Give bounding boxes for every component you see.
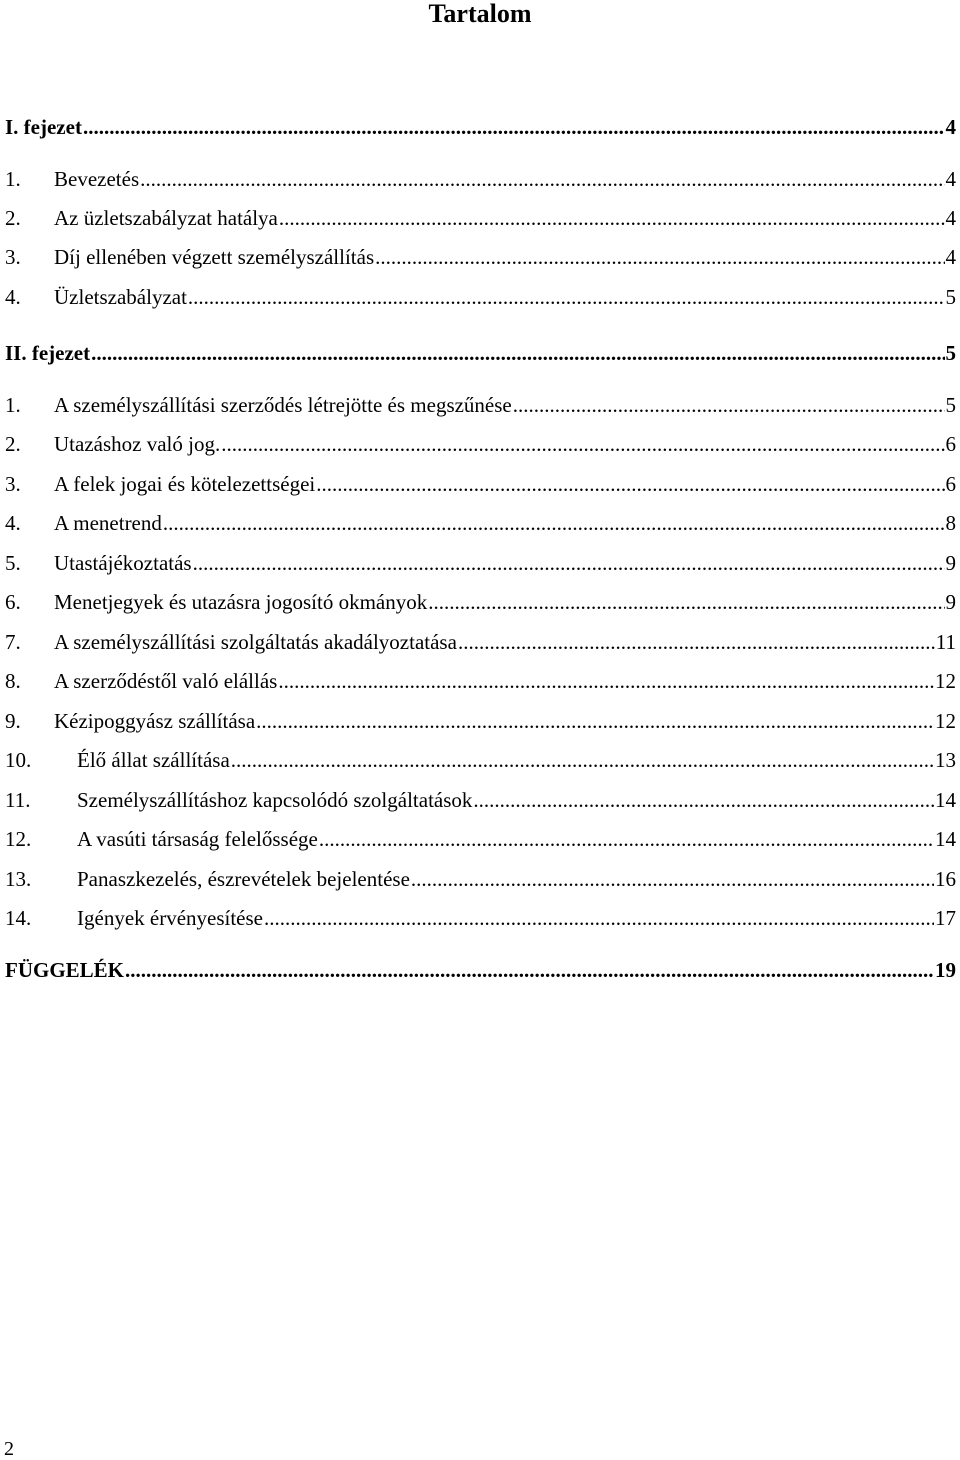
dot-leader — [427, 589, 944, 615]
toc-entry-label: Az üzletszabályzat hatálya — [54, 206, 278, 230]
toc-entry-number: 4. — [5, 511, 21, 535]
toc-entry-number: 14. — [5, 906, 32, 930]
toc-entry[interactable] — [5, 587, 956, 615]
dot-leader — [278, 205, 945, 231]
toc-entry-label: I. fejezet — [5, 115, 82, 139]
toc-entry-page: 4 — [945, 206, 956, 230]
toc-entry-number: 4. — [5, 285, 21, 309]
toc-entry[interactable] — [5, 903, 956, 931]
toc-entry-page: 5 — [945, 393, 956, 417]
dot-leader — [318, 826, 934, 852]
toc-entry-label: A felek jogai és kötelezettségei — [54, 472, 316, 496]
toc-entry[interactable] — [5, 706, 956, 734]
toc-entry-label: A személyszállítási szolgáltatás akadályoztatása — [54, 630, 457, 654]
toc-entry-page: 4 — [945, 167, 956, 191]
toc-entry-label: A személyszállítási szerződés létrejötte és megszűnése — [54, 393, 512, 417]
toc-entry-number: 12. — [5, 827, 32, 851]
dot-leader — [512, 392, 945, 418]
toc-entry-number: 2. — [5, 432, 21, 456]
toc-entry-number: 9. — [5, 709, 21, 733]
dot-leader — [139, 166, 944, 192]
toc-entry[interactable] — [5, 203, 956, 231]
dot-leader — [277, 668, 934, 694]
toc-entry[interactable] — [5, 164, 956, 192]
toc-entry-number: 1. — [5, 393, 21, 417]
toc-entry-label: Menetjegyek és utazásra jogosító okmányok — [54, 590, 428, 614]
toc-entry-label: Kézipoggyász szállítása — [54, 709, 256, 733]
page-number: 2 — [4, 1438, 14, 1460]
toc-entry-label: FÜGGELÉK — [5, 958, 125, 982]
toc-entry[interactable] — [5, 390, 956, 418]
page-title: Tartalom — [428, 0, 532, 28]
toc-entry-number: 3. — [5, 245, 21, 269]
toc-entry-page: 17 — [935, 906, 956, 930]
toc-entry-number: 7. — [5, 630, 21, 654]
toc-entry-number: 5. — [5, 551, 21, 575]
toc-entry[interactable] — [5, 666, 956, 694]
toc-entry[interactable] — [5, 955, 956, 983]
dot-leader — [162, 510, 945, 536]
dot-leader — [82, 114, 945, 140]
toc-entry[interactable] — [5, 745, 956, 773]
toc-entry-page: 9 — [945, 590, 956, 614]
toc-entry[interactable] — [5, 508, 956, 536]
dot-leader — [457, 629, 935, 655]
dot-leader — [192, 550, 945, 576]
toc-entry-label: Élő állat szállítása — [77, 748, 230, 772]
dot-leader — [255, 708, 934, 734]
toc-entry-page: 5 — [945, 341, 956, 365]
toc-entry-label: A szerződéstől való elállás — [54, 669, 278, 693]
toc-entry-number: 3. — [5, 472, 21, 496]
toc-entry-label: A menetrend — [54, 511, 162, 535]
toc-entry-label: Díj ellenében végzett személyszállítás — [54, 245, 375, 269]
toc-entry-number: 11. — [5, 788, 31, 812]
dot-leader — [124, 957, 934, 983]
toc-entry-page: 14 — [935, 827, 956, 851]
toc-entry[interactable] — [5, 864, 956, 892]
toc-entry[interactable] — [5, 338, 956, 366]
toc-entry-label: Igények érvényesítése — [77, 906, 263, 930]
toc-entry-page: 16 — [935, 867, 956, 891]
toc-entry-page: 19 — [935, 958, 956, 982]
dot-leader — [220, 431, 944, 457]
toc-entry[interactable] — [5, 548, 956, 576]
dot-leader — [472, 787, 934, 813]
toc-entry[interactable] — [5, 469, 956, 497]
toc-entry-page: 12 — [935, 669, 956, 693]
toc-entry-label: A vasúti társaság felelőssége — [77, 827, 318, 851]
toc-entry-number: 10. — [5, 748, 32, 772]
toc-entry-page: 8 — [945, 511, 956, 535]
toc-entry[interactable] — [5, 824, 956, 852]
toc-entry-page: 5 — [945, 285, 956, 309]
toc-entry-page: 9 — [945, 551, 956, 575]
toc-entry-label: Bevezetés — [54, 167, 140, 191]
toc-entry[interactable] — [5, 282, 956, 310]
dot-leader — [410, 866, 934, 892]
toc-entry-number: 2. — [5, 206, 21, 230]
toc-entry-label: Utazáshoz való jog. — [54, 432, 221, 456]
toc-entry-page: 6 — [945, 432, 956, 456]
toc-entry-label: Utastájékoztatás — [54, 551, 192, 575]
dot-leader — [263, 905, 934, 931]
toc-entry-page: 11 — [935, 630, 956, 654]
dot-leader — [315, 471, 944, 497]
dot-leader — [230, 747, 934, 773]
toc-entry[interactable] — [5, 242, 956, 270]
toc-entry-number: 8. — [5, 669, 21, 693]
toc-entry-number: 6. — [5, 590, 21, 614]
toc-entry-page: 14 — [935, 788, 956, 812]
toc-entry-label: Üzletszabályzat — [54, 285, 187, 309]
toc-entry-number: 13. — [5, 867, 32, 891]
toc-entry-page: 4 — [945, 245, 956, 269]
toc-entry-page: 6 — [945, 472, 956, 496]
toc-entry-label: Panaszkezelés, észrevételek bejelentése — [77, 867, 410, 891]
dot-leader — [374, 244, 944, 270]
toc-entry[interactable] — [5, 785, 956, 813]
toc-entry-label: Személyszállításhoz kapcsolódó szolgáltatások — [77, 788, 473, 812]
toc-entry-page: 12 — [935, 709, 956, 733]
toc-entry[interactable] — [5, 112, 956, 140]
toc-entry[interactable] — [5, 627, 956, 655]
dot-leader — [90, 340, 944, 366]
toc-entry[interactable] — [5, 429, 956, 457]
toc-entry-number: 1. — [5, 167, 21, 191]
toc-entry-page: 4 — [945, 115, 956, 139]
toc-entry-page: 13 — [935, 748, 956, 772]
dot-leader — [187, 284, 945, 310]
toc-entry-label: II. fejezet — [5, 341, 91, 365]
